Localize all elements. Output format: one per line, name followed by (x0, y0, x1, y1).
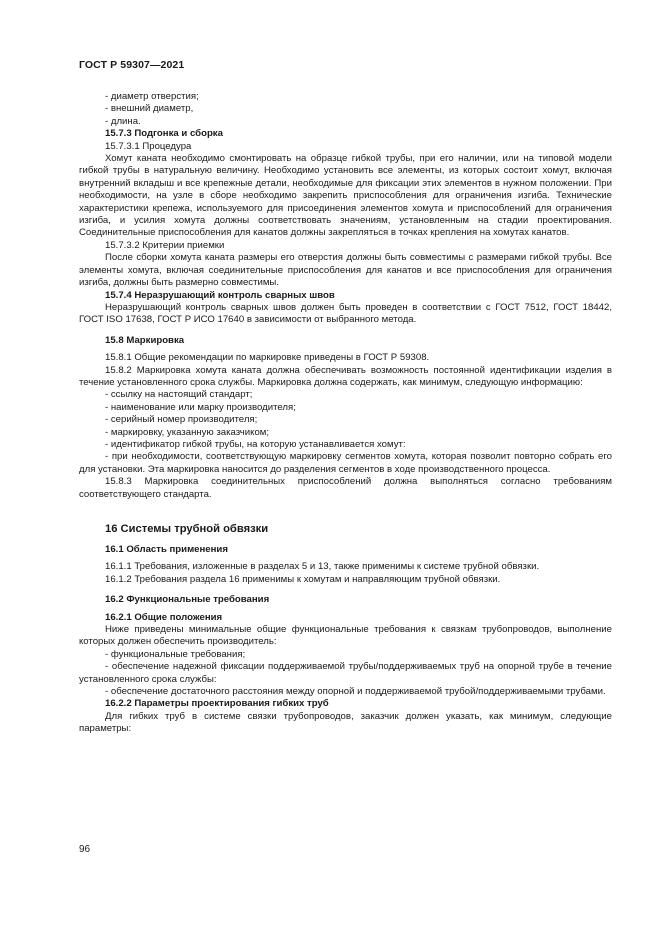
clause-heading: 15.7.3.2 Критерии приемки (105, 239, 225, 251)
list-item: - функциональные требования; (105, 648, 246, 660)
list-item: - диаметр отверстия; (105, 91, 199, 102)
paragraph: 16.1.2 Требования раздела 16 применимы к хомутам и направляющим трубной обвязки. (105, 573, 501, 585)
paragraph: Хомут каната необходимо смонтировать на образце гибкой трубы, при его наличии, или на типовой модели гибкой трубы в натуральную величину. Необходимо установить все элементы, из которых состоит хомут, включая внутренний вкладыш и все крепежные детали, необходимые для фиксации этих элементов в нужном положении. При необходимости, на узле в сборе необходимо закрепить приспособления для ограничения изгиба. Технические характеристики крепежа, используемого для присоединения элементов хомута и приспособлений для ограничения изгиба, и усилия хомута должны соответствовать значениям, установленным на стадии проектирования. Соединительные приспособления для канатов должны закрепляться в точках крепления на хомутах канатов. (79, 153, 612, 239)
paragraph: 16.1.1 Требования, изложенные в разделах 5 и 13, также применимы к системе трубной обвязки. (105, 561, 540, 573)
list-item: - серийный номер производителя; (105, 414, 258, 426)
page-number: 96 (79, 844, 91, 855)
paragraph: Для гибких труб в системе связки трубопроводов, заказчик должен указать, как минимум, следующие параметры: (79, 710, 612, 735)
clause-heading: 15.7.3.1 Процедура (105, 140, 192, 152)
paragraph: После сборки хомута каната размеры его отверстия должны быть совместимы с размерами гибкой трубы. Все элементы хомута, включая соединительные приспособления для канатов и все приспособления для ограничения изгиба, должны быть размерно совместимы. (79, 252, 612, 289)
list-item: - при необходимости, соответствующую маркировку сегментов хомута, которая позволит повторно собрать его для установки. Эта маркировка наносится до разделения сегментов в ходе производственного процесса. (79, 451, 612, 475)
list-item: - маркировку, указанную заказчиком; (105, 426, 270, 438)
document-body (79, 91, 612, 736)
subsection-heading: 15.7.3 Подгонка и сборка (105, 128, 223, 140)
list-item: - обеспечение достаточного расстояния между опорной и поддерживаемой трубой/поддерживаемыми трубами. (105, 686, 606, 698)
subsection-heading: 15.7.4 Неразрушающий контроль сварных швов (105, 289, 335, 301)
section-heading: 15.8 Маркировка (105, 334, 185, 346)
subsection-heading: 16.2.2 Параметры проектирования гибких труб (105, 698, 329, 710)
paragraph: Ниже приведены минимальные общие функциональные требования к связкам трубопроводов, выполнение которых должен обеспечить производитель: (79, 624, 612, 648)
chapter-heading: 16 Системы трубной обвязки (105, 523, 269, 535)
list-item: - идентификатор гибкой трубы, на которую устанавливается хомут: (105, 438, 406, 450)
paragraph: 15.8.2 Маркировка хомута каната должна обеспечивать возможность постоянной идентификации изделия в течение установленного срока службы. Маркировка должна содержать, как минимум, следующую информацию: (79, 364, 612, 388)
list-item: - обеспечение надежной фиксации поддерживаемой трубы/поддерживаемых труб на опорной трубе в течение установленного срока службы: (79, 661, 612, 685)
paragraph: 15.8.3 Маркировка соединительных приспособлений должна выполняться согласно требованиям соответствующего стандарта. (79, 476, 612, 500)
section-heading: 16.2 Функциональные требования (105, 594, 270, 606)
list-item: - ссылку на настоящий стандарт; (105, 389, 253, 401)
subsection-heading: 16.2.1 Общие положения (105, 611, 223, 623)
document-header: ГОСТ Р 59307—2021 (79, 59, 185, 71)
list-item: - внешний диаметр, (105, 103, 194, 115)
section-heading: 16.1 Область применения (105, 544, 228, 555)
list-item: - наименование или марку производителя; (105, 401, 296, 413)
paragraph: Неразрушающий контроль сварных швов должен быть проведен в соответствии с ГОСТ 7512, ГОСТ 18442, ГОСТ ISO 17638, ГОСТ Р ИСО 17640 в зависимости от выбранного метода. (79, 301, 612, 326)
list-item: - длина. (105, 115, 141, 127)
paragraph: 15.8.1 Общие рекомендации по маркировке приведены в ГОСТ Р 59308. (105, 352, 430, 364)
